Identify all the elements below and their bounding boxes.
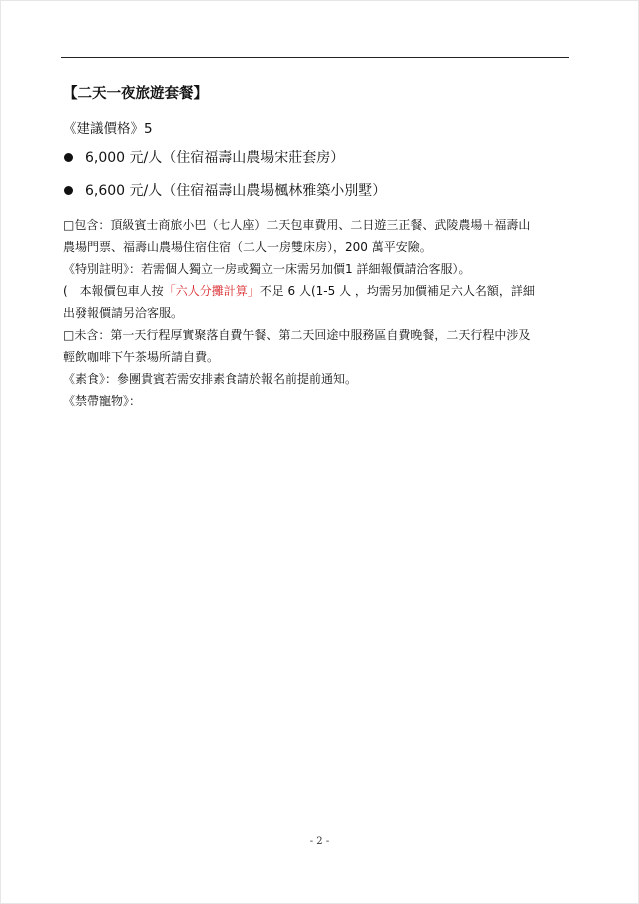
- price-item: [63, 181, 569, 201]
- price-text: 6,000 元/人（住宿福壽山農場宋莊套房）: [85, 150, 345, 166]
- includes-line-2: 農場門票、福壽山農場住宿住宿（二人一房雙床房），200 萬平安險。: [63, 240, 432, 254]
- excludes-line-2: 輕飲咖啡下午茶場所請自費。: [63, 350, 220, 364]
- page-number: - 2 -: [309, 836, 330, 847]
- price-list: [63, 148, 569, 201]
- bullet-icon: [64, 153, 73, 162]
- pricing-note-line-1: [63, 280, 569, 302]
- price-heading: 《建議價格》5: [63, 121, 153, 137]
- pets-note: 《禁帶寵物》：: [63, 394, 142, 408]
- pricing-note-line-2: 出發報價請另洽客服。: [63, 306, 184, 320]
- pricing-note-highlight: 「六人分攤計算」: [163, 284, 260, 298]
- package-title: 【二天一夜旅遊套餐】: [63, 86, 208, 102]
- pricing-note-suffix: 不足 6 人(1-5 人 ，均需另加價補足六人名額，詳細: [259, 284, 535, 298]
- special-note: 《特別註明》：若需個人獨立一房或獨立一床需另加價1 詳細報價請洽客服）。: [63, 262, 471, 276]
- vegetarian-note: 《素食》：參團貴賓若需安排素食請於報名前提前通知。: [63, 372, 358, 386]
- pricing-note-prefix: ( 本報價包車人按: [63, 284, 164, 298]
- price-text: 6,600 元/人（住宿福壽山農場楓林雅築小別墅）: [85, 183, 387, 199]
- includes-line-1: □包含：頂級賓士商旅小巴（七人座）二天包車費用、二日遊三正餐、武陵農場＋福壽山: [63, 218, 531, 232]
- excludes-line-1: □未含：第一天行程厚實聚落自費午餐、第二天回途中服務區自費晚餐，二天行程中涉及: [63, 328, 531, 342]
- bullet-icon: [64, 186, 73, 195]
- document-content: [63, 84, 569, 412]
- header-rule: [61, 57, 569, 58]
- price-item: [63, 148, 569, 168]
